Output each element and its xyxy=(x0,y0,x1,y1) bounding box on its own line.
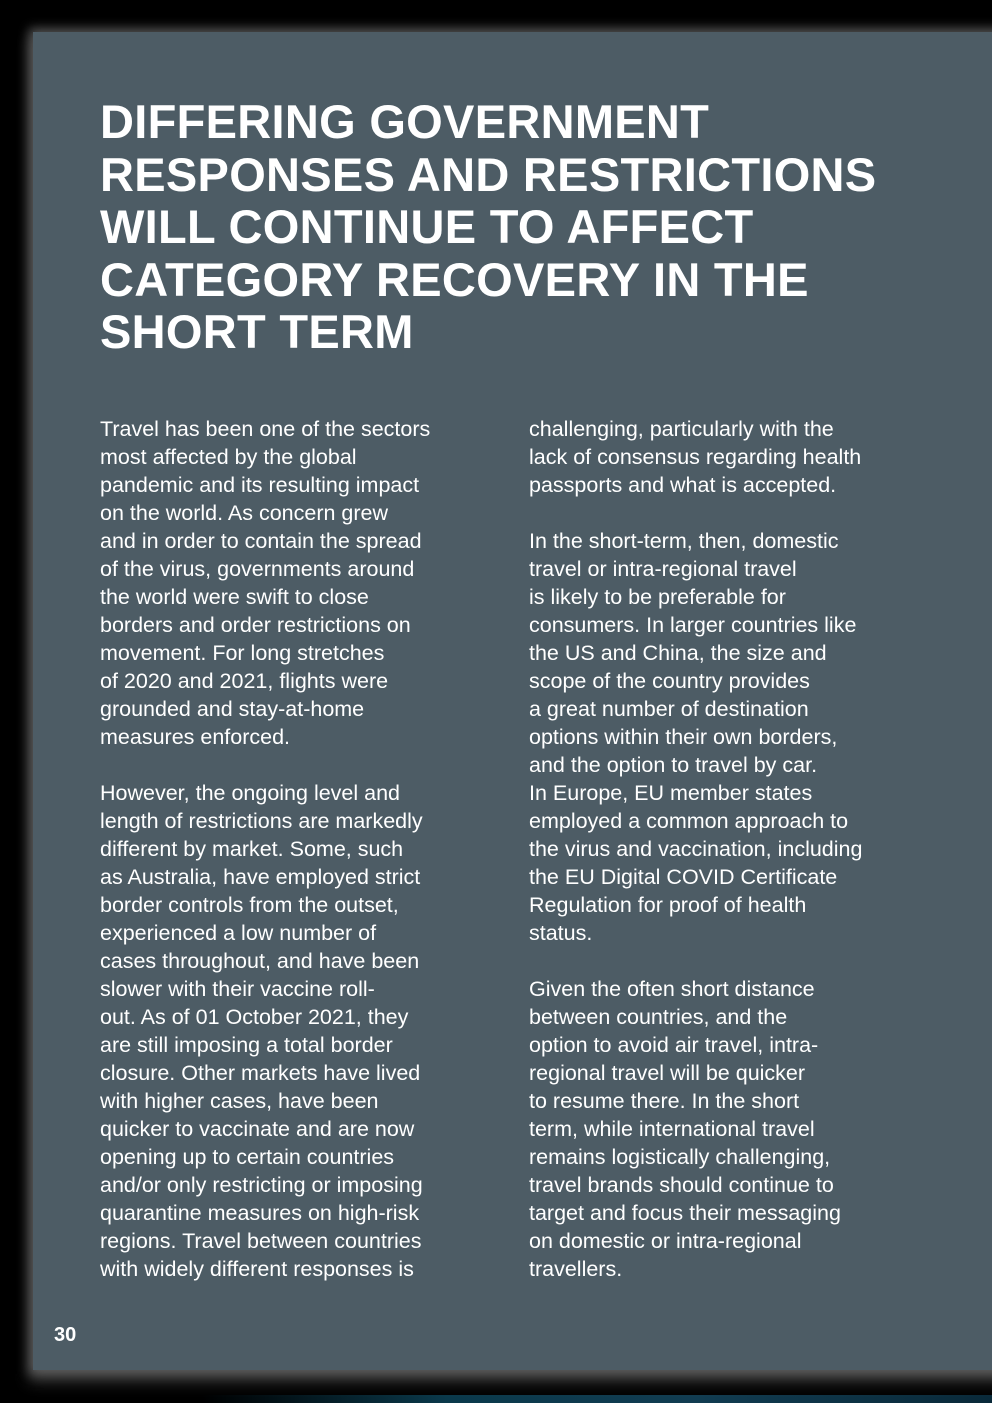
text-line: of the virus, governments around xyxy=(100,557,415,581)
title-line: DIFFERING GOVERNMENT xyxy=(100,95,710,148)
text-line: most affected by the global xyxy=(100,445,357,469)
text-line: quicker to vaccinate and are now xyxy=(100,1117,415,1141)
text-line: Given the often short distance xyxy=(529,977,815,1001)
text-line: on domestic or intra-regional xyxy=(529,1229,802,1253)
text-line: closure. Other markets have lived xyxy=(100,1061,421,1085)
text-line: status. xyxy=(529,921,593,945)
title-line: SHORT TERM xyxy=(100,305,414,358)
paragraph xyxy=(529,415,862,499)
text-line: options within their own borders, xyxy=(529,725,838,749)
text-line: lack of consensus regarding health xyxy=(529,445,862,469)
text-line: scope of the country provides xyxy=(529,669,810,693)
text-line: target and focus their messaging xyxy=(529,1201,841,1225)
text-line: consumers. In larger countries like xyxy=(529,613,857,637)
text-line: movement. For long stretches xyxy=(100,641,385,665)
text-line: and/or only restricting or imposing xyxy=(100,1173,423,1197)
text-line: borders and order restrictions on xyxy=(100,613,411,637)
text-line: are still imposing a total border xyxy=(100,1033,393,1057)
text-line: of 2020 and 2021, flights were xyxy=(100,669,389,693)
text-line: the EU Digital COVID Certificate xyxy=(529,865,838,889)
text-line: travellers. xyxy=(529,1257,623,1281)
text-line: is likely to be preferable for xyxy=(529,585,786,609)
text-line: regions. Travel between countries xyxy=(100,1229,422,1253)
text-line: travel brands should continue to xyxy=(529,1173,834,1197)
text-line: the US and China, the size and xyxy=(529,641,827,665)
text-line: border controls from the outset, xyxy=(100,893,399,917)
text-line: Regulation for proof of health xyxy=(529,893,807,917)
paragraph xyxy=(529,975,862,1283)
text-line: employed a common approach to xyxy=(529,809,849,833)
paragraph xyxy=(529,527,862,947)
title-line: CATEGORY RECOVERY IN THE xyxy=(100,252,809,306)
text-line: on the world. As concern grew xyxy=(100,501,389,525)
text-line: Travel has been one of the sectors xyxy=(100,417,431,441)
text-line: different by market. Some, such xyxy=(100,837,404,861)
text-line: remains logistically challenging, xyxy=(529,1145,831,1169)
text-line: In the short-term, then, domestic xyxy=(529,529,839,553)
paragraph xyxy=(100,779,430,1283)
title-line: WILL CONTINUE TO AFFECT xyxy=(100,200,754,253)
text-line: quarantine measures on high-risk xyxy=(100,1201,420,1225)
text-line: length of restrictions are markedly xyxy=(100,809,423,833)
text-line: a great number of destination xyxy=(529,697,809,721)
text-line: passports and what is accepted. xyxy=(529,473,837,497)
text-line: as Australia, have employed strict xyxy=(100,865,421,889)
text-line: the virus and vaccination, including xyxy=(529,837,863,861)
text-line: and the option to travel by car. xyxy=(529,753,818,777)
text-line: pandemic and its resulting impact xyxy=(100,473,420,497)
page-number: 30 xyxy=(54,1324,77,1346)
text-line: experienced a low number of xyxy=(100,921,377,945)
text-line: travel or intra-regional travel xyxy=(529,557,797,581)
text-line: term, while international travel xyxy=(529,1117,815,1141)
left-column xyxy=(100,415,430,1311)
document-page xyxy=(33,32,992,1370)
text-line: regional travel will be quicker xyxy=(529,1061,806,1085)
title-line: RESPONSES AND RESTRICTIONS xyxy=(100,147,877,201)
text-line: measures enforced. xyxy=(100,725,291,749)
text-line: and in order to contain the spread xyxy=(100,529,422,553)
text-line: grounded and stay-at-home xyxy=(100,697,365,721)
text-line: with widely different responses is xyxy=(100,1257,414,1281)
background-strip xyxy=(0,1395,992,1403)
text-line: option to avoid air travel, intra- xyxy=(529,1033,819,1057)
text-line: challenging, particularly with the xyxy=(529,417,834,441)
text-line: In Europe, EU member states xyxy=(529,781,813,805)
text-line: to resume there. In the short xyxy=(529,1089,800,1113)
text-line: However, the ongoing level and xyxy=(100,781,401,805)
right-column xyxy=(529,415,862,1311)
text-line: the world were swift to close xyxy=(100,585,369,609)
text-line: out. As of 01 October 2021, they xyxy=(100,1005,409,1029)
page-title xyxy=(100,96,876,359)
text-line: between countries, and the xyxy=(529,1005,788,1029)
text-line: opening up to certain countries xyxy=(100,1145,395,1169)
text-line: slower with their vaccine roll- xyxy=(100,977,375,1001)
text-line: cases throughout, and have been xyxy=(100,949,420,973)
paragraph xyxy=(100,415,430,751)
text-line: with higher cases, have been xyxy=(100,1089,379,1113)
